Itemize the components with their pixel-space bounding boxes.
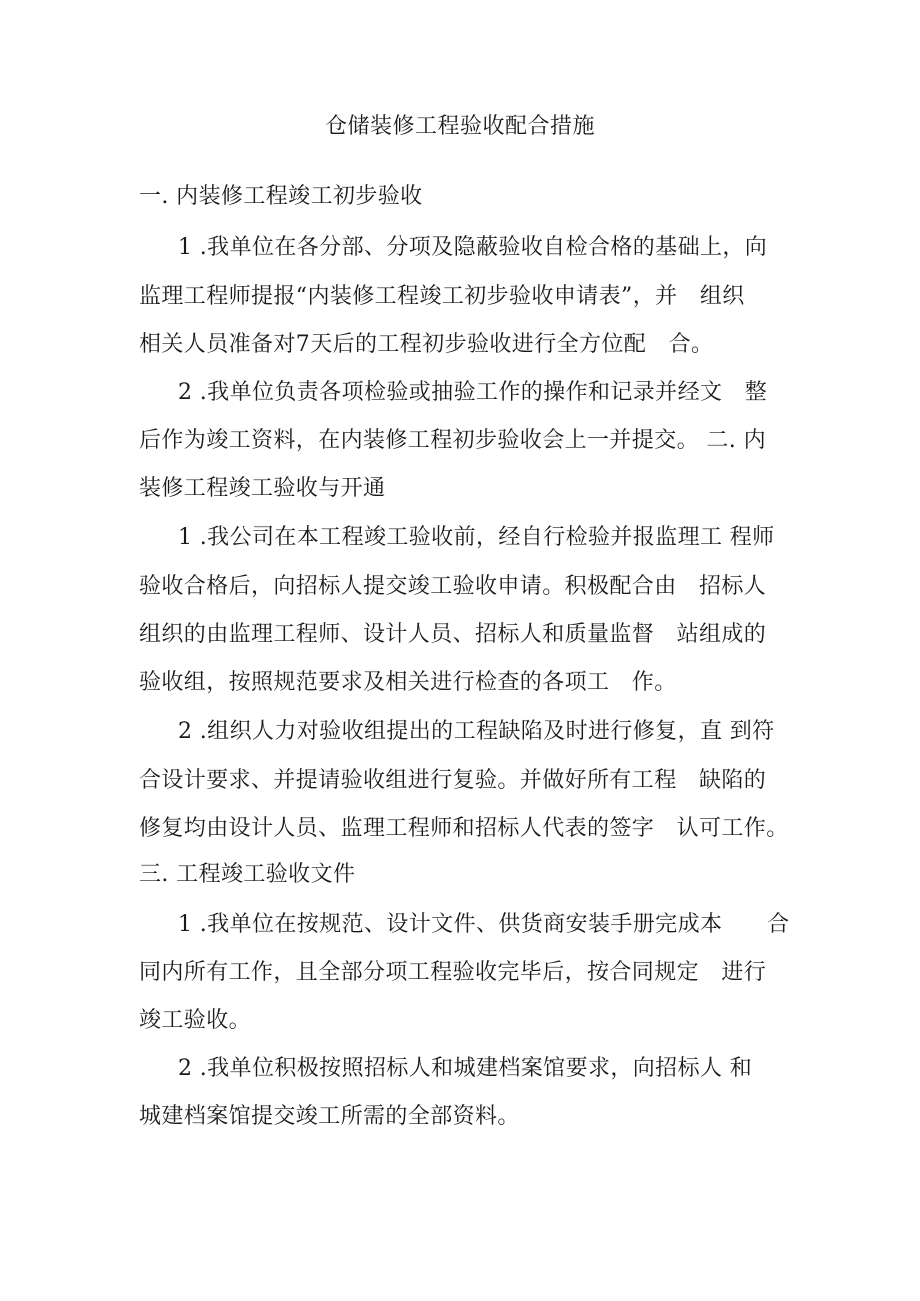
paragraph-line: 2 .组织人力对验收组提出的工程缺陷及时进行修复，直 到符 [178,719,775,744]
paragraph-line: 相关人员准备对7天后的工程初步验收进行全方位配 合。 [139,332,714,357]
paragraph-line: 1 .我公司在本工程竣工验收前，经自行检验并报监理工 程师 [178,525,775,550]
paragraph-line: 验收合格后，向招标人提交竣工验收申请。积极配合由 招标人 [139,574,767,599]
paragraph-line: 2 .我单位负责各项检验或抽验工作的操作和记录并经文 整 [178,380,768,405]
paragraph-line: 城建档案馆提交竣工所需的全部资料。 [139,1104,520,1129]
paragraph-line: 2 .我单位积极按照招标人和城建档案馆要求，向招标人 和 [178,1056,753,1081]
paragraph-line: 装修工程竣工验收与开通 [139,476,386,501]
paragraph-line: 合设计要求、并提请验收组进行复验。并做好所有工程 缺陷的 [139,768,767,793]
paragraph-line: 同内所有工作，且全部分项工程验收完毕后，按合同规定 进行 [139,960,767,985]
section-heading-3: 三. 工程竣工验收文件 [139,862,356,887]
paragraph-line: 修复均由设计人员、监理工程师和招标人代表的签字 认可工作。 [139,816,789,841]
paragraph-line: 1 .我单位在按规范、设计文件、供货商安装手册完成本 合 [178,912,790,937]
paragraph-line: 验收组，按照规范要求及相关进行检查的各项工 作。 [139,670,677,695]
paragraph-line: 监理工程师提报“内装修工程竣工初步验收申请表”，并 组织 [139,284,745,309]
paragraph-line: 后作为竣工资料，在内装修工程初步验收会上一并提交。 二. 内 [139,428,766,453]
paragraph-line: 1 .我单位在各分部、分项及隐蔽验收自检合格的基础上，向 [178,235,768,260]
section-heading-1: 一. 内装修工程竣工初步验收 [139,184,423,209]
paragraph-line: 组织的由监理工程师、设计人员、招标人和质量监督 站组成的 [139,622,767,647]
document-title: 仓储装修工程验收配合措施 [324,114,595,139]
paragraph-line: 竣工验收。 [139,1008,252,1033]
